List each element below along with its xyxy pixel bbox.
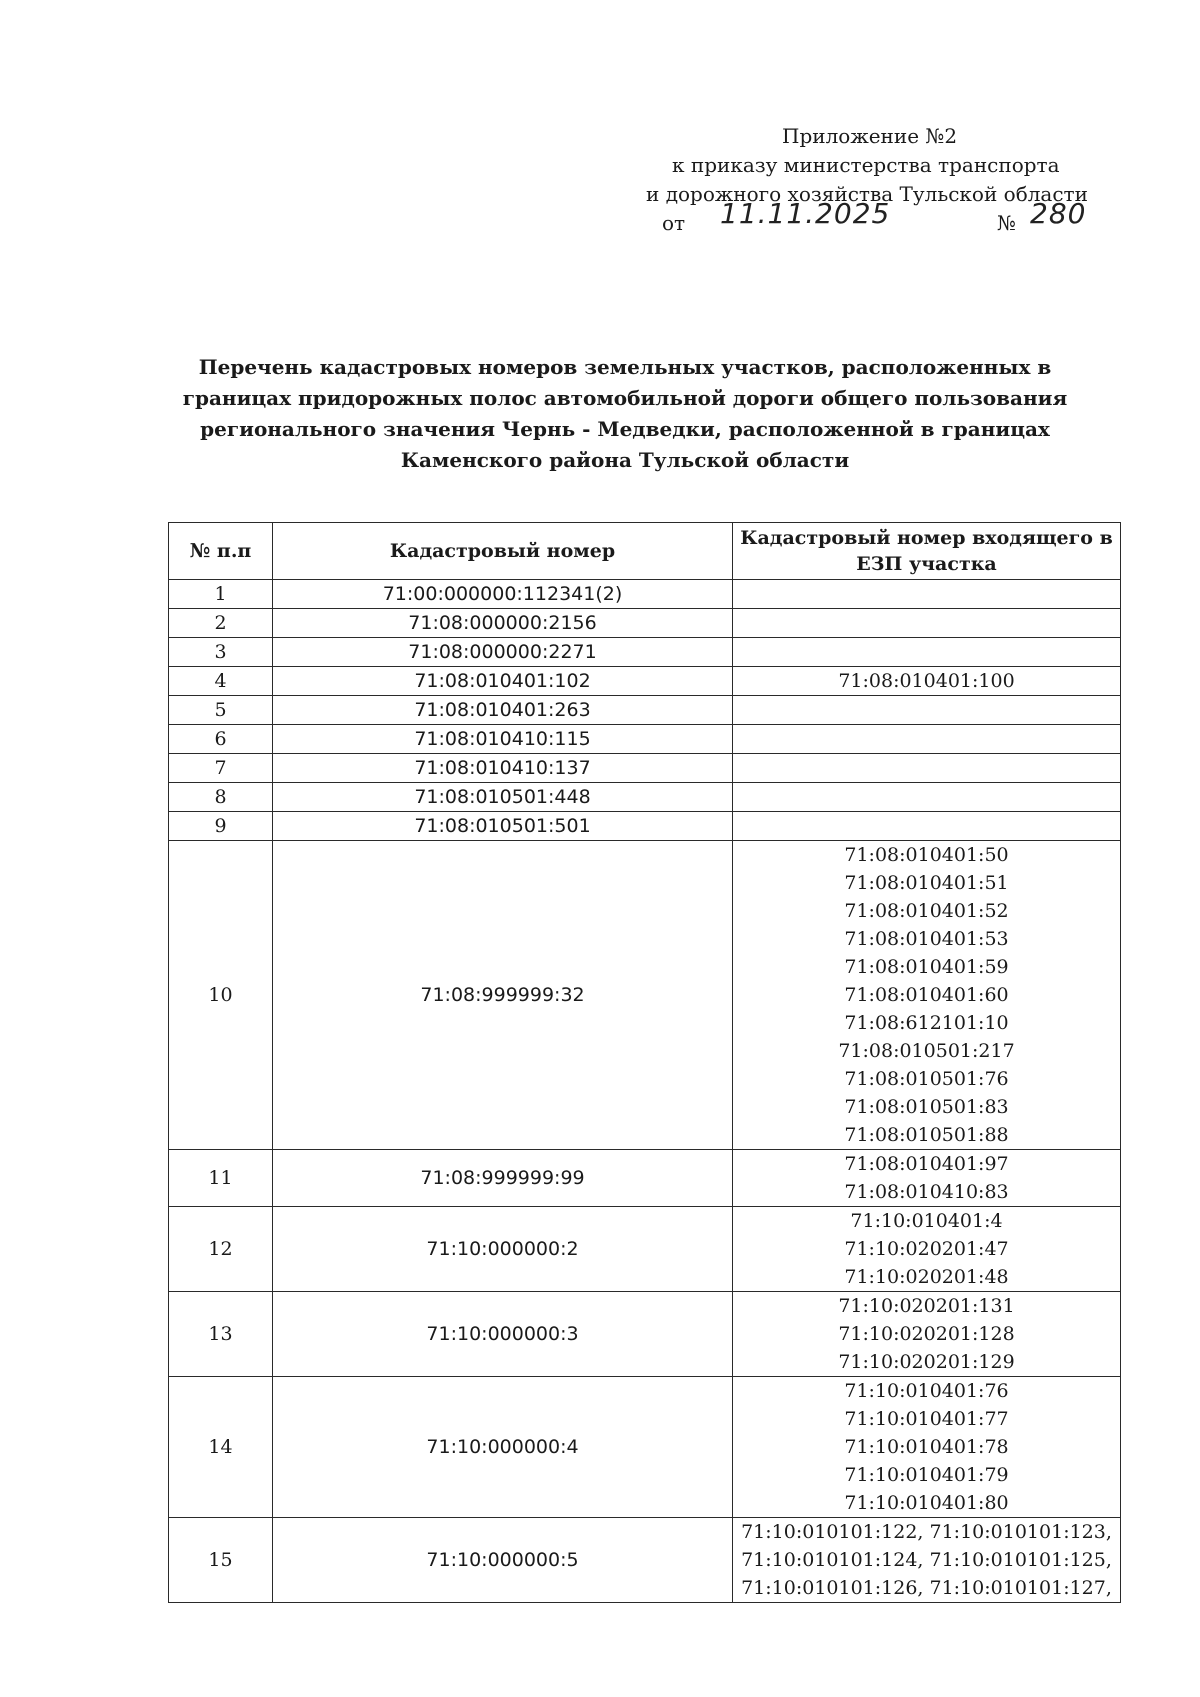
table-row	[169, 1377, 1121, 1518]
ezp-number: 71:08:010401:50	[844, 844, 1009, 866]
row-index: 8	[169, 783, 273, 812]
cadastral-number: 71:08:010501:501	[273, 812, 733, 841]
row-index: 13	[169, 1292, 273, 1377]
ezp-number: 71:10:010401:77	[844, 1408, 1009, 1430]
ezp-number: 71:08:010401:60	[844, 984, 1009, 1006]
table-row	[169, 1518, 1121, 1603]
ezp-cell	[733, 1292, 1121, 1377]
table-row	[169, 841, 1121, 1150]
ezp-number: 71:08:010401:97	[844, 1153, 1009, 1175]
cadastral-number: 71:08:010401:263	[273, 696, 733, 725]
ezp-number: 71:10:010401:80	[844, 1492, 1009, 1514]
row-index: 15	[169, 1518, 273, 1603]
ezp-number: 71:10:010401:78	[844, 1436, 1009, 1458]
ezp-cell	[733, 580, 1121, 609]
row-index: 4	[169, 667, 273, 696]
table-row	[169, 1150, 1121, 1207]
ezp-number: 71:08:010401:52	[844, 900, 1009, 922]
ezp-number: 71:08:010501:217	[838, 1040, 1015, 1062]
row-index: 12	[169, 1207, 273, 1292]
table-row	[169, 580, 1121, 609]
table-row	[169, 1292, 1121, 1377]
cadastral-number: 71:08:010501:448	[273, 783, 733, 812]
ezp-number: 71:08:010410:83	[844, 1181, 1009, 1203]
ezp-cell	[733, 783, 1121, 812]
ezp-number: 71:10:010101:124, 71:10:010101:125,	[741, 1549, 1112, 1571]
table-row	[169, 812, 1121, 841]
ezp-cell	[733, 812, 1121, 841]
ezp-cell	[733, 841, 1121, 1150]
ezp-number: 71:08:010401:53	[844, 928, 1009, 950]
row-index: 11	[169, 1150, 273, 1207]
number-label: №	[997, 211, 1016, 235]
cadastral-number: 71:08:999999:99	[273, 1150, 733, 1207]
table-header-row	[169, 523, 1121, 580]
table-row	[169, 783, 1121, 812]
header-ezp-number: Кадастровый номер входящего в ЕЗП участка	[733, 523, 1121, 580]
ezp-cell	[733, 1518, 1121, 1603]
ezp-number: 71:08:612101:10	[844, 1012, 1009, 1034]
ezp-number: 71:10:010101:126, 71:10:010101:127,	[741, 1577, 1112, 1599]
row-index: 1	[169, 580, 273, 609]
row-index: 5	[169, 696, 273, 725]
table-row	[169, 725, 1121, 754]
ezp-number: 71:08:010401:51	[844, 872, 1009, 894]
ministry-name: и дорожного хозяйства Тульской области	[646, 182, 1088, 206]
ezp-number: 71:10:020201:48	[844, 1266, 1009, 1288]
document-title: Перечень кадастровых номеров земельных участков, расположенных в границах придорожных полос автомобильной дороги общего пользования регионального значения Чернь - Медведки, расположенной в границах Каменского района Тульской области	[182, 355, 1068, 472]
ezp-cell	[733, 1150, 1121, 1207]
ezp-number: 71:10:020201:47	[844, 1238, 1009, 1260]
ezp-cell	[733, 696, 1121, 725]
ezp-number: 71:10:010401:79	[844, 1464, 1009, 1486]
appendix-label: Приложение №2	[782, 124, 958, 148]
cadastral-number: 71:10:000000:4	[273, 1377, 733, 1518]
ezp-number: 71:08:010501:83	[844, 1096, 1009, 1118]
table-row	[169, 754, 1121, 783]
table-row	[169, 609, 1121, 638]
ezp-cell	[733, 609, 1121, 638]
from-label: от	[662, 211, 686, 235]
ezp-number: 71:10:010101:122, 71:10:010101:123,	[741, 1521, 1112, 1543]
ezp-cell	[733, 667, 1121, 696]
ezp-cell	[733, 725, 1121, 754]
ezp-cell	[733, 638, 1121, 667]
cadastral-number: 71:10:000000:2	[273, 1207, 733, 1292]
handwritten-number: 280	[1030, 197, 1087, 230]
cadastral-number: 71:08:999999:32	[273, 841, 733, 1150]
ezp-number: 71:08:010501:88	[844, 1124, 1009, 1146]
ezp-number: 71:08:010401:59	[844, 956, 1009, 978]
row-index: 2	[169, 609, 273, 638]
ezp-number: 71:10:020201:128	[838, 1323, 1015, 1345]
table-body	[169, 580, 1121, 1603]
cadastral-number: 71:00:000000:112341(2)	[273, 580, 733, 609]
table-row	[169, 1207, 1121, 1292]
ezp-number: 71:10:020201:131	[838, 1295, 1015, 1317]
cadastral-number: 71:10:000000:5	[273, 1518, 733, 1603]
cadastral-number: 71:08:010410:137	[273, 754, 733, 783]
row-index: 10	[169, 841, 273, 1150]
cadastral-number: 71:08:010410:115	[273, 725, 733, 754]
row-index: 3	[169, 638, 273, 667]
ezp-cell	[733, 754, 1121, 783]
table-row	[169, 667, 1121, 696]
cadastral-number: 71:10:000000:3	[273, 1292, 733, 1377]
appendix-header	[560, 122, 1120, 238]
table-row	[169, 696, 1121, 725]
ezp-number: 71:10:010401:76	[844, 1380, 1009, 1402]
order-reference: к приказу министерства транспорта	[672, 153, 1060, 177]
table-row	[169, 638, 1121, 667]
cadastral-table	[168, 522, 1121, 1603]
ezp-cell	[733, 1207, 1121, 1292]
row-index: 6	[169, 725, 273, 754]
ezp-number: 71:08:010501:76	[844, 1068, 1009, 1090]
row-index: 14	[169, 1377, 273, 1518]
ezp-number: 71:10:020201:129	[838, 1351, 1015, 1373]
order-date-number	[560, 197, 1120, 238]
ezp-cell	[733, 1377, 1121, 1518]
cadastral-number: 71:08:010401:102	[273, 667, 733, 696]
row-index: 7	[169, 754, 273, 783]
handwritten-date: 11.11.2025	[720, 197, 891, 230]
header-index: № п.п	[169, 523, 273, 580]
header-cadastral-number: Кадастровый номер	[273, 523, 733, 580]
ezp-number: 71:08:010401:100	[838, 670, 1015, 692]
row-index: 9	[169, 812, 273, 841]
cadastral-number: 71:08:000000:2156	[273, 609, 733, 638]
cadastral-number: 71:08:000000:2271	[273, 638, 733, 667]
ezp-number: 71:10:010401:4	[850, 1210, 1003, 1232]
